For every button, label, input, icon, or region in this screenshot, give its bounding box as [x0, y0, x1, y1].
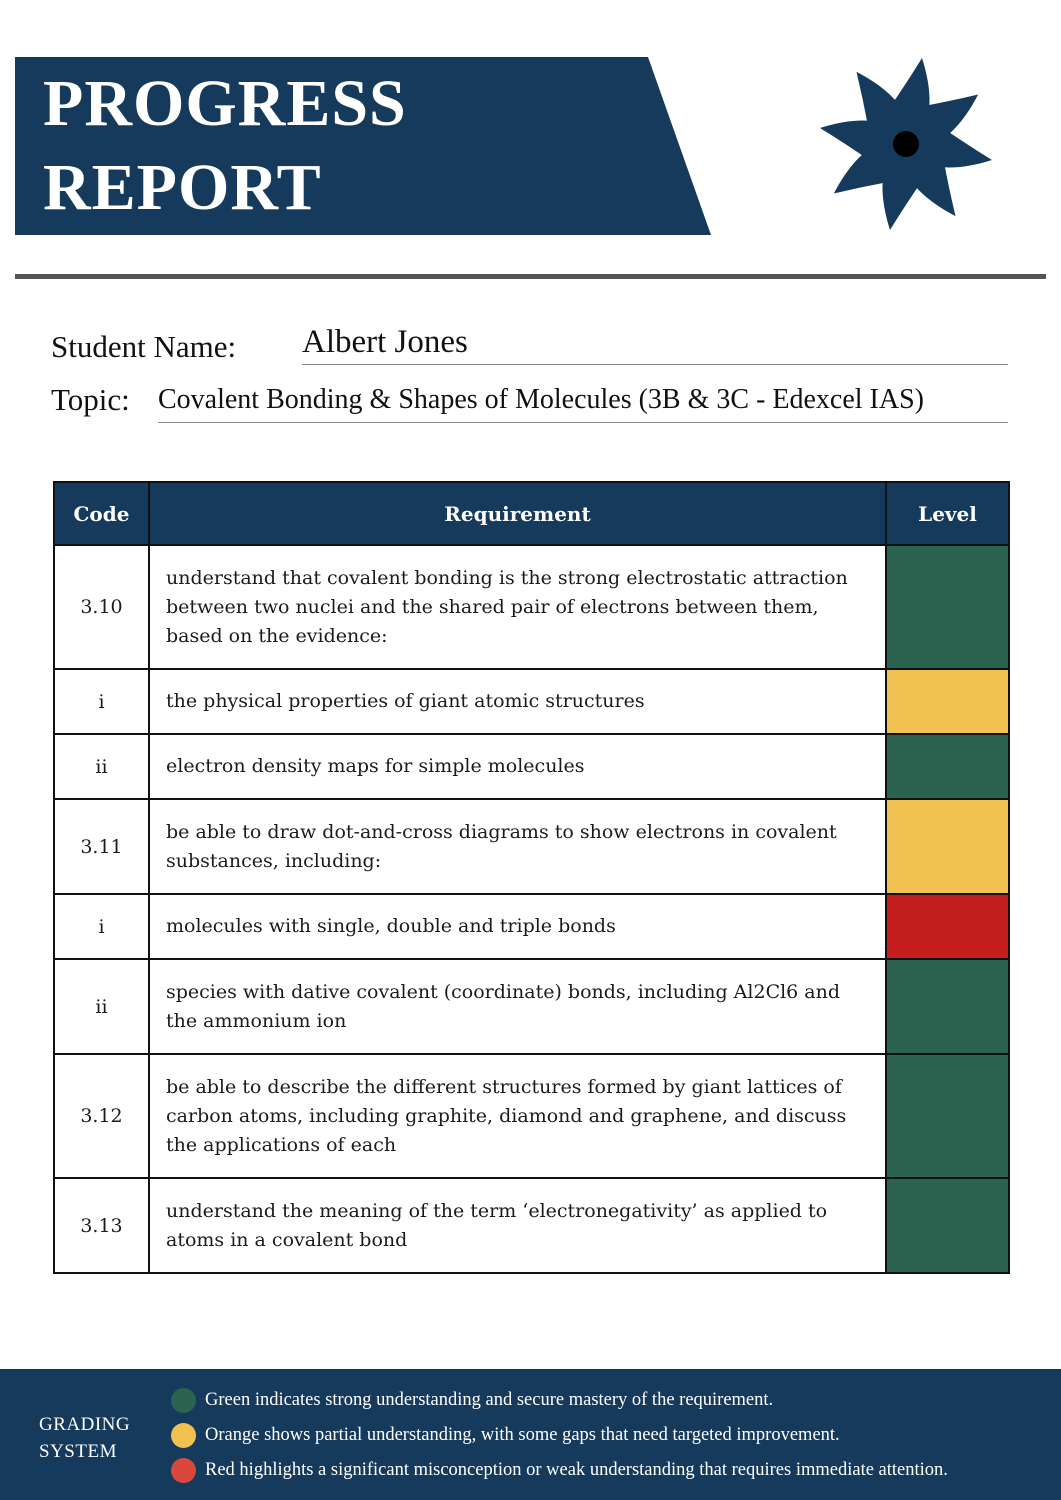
level-indicator-green	[886, 545, 1009, 669]
orange-dot-icon	[171, 1423, 196, 1448]
level-indicator-green	[886, 959, 1009, 1054]
pinwheel-logo-icon	[818, 56, 994, 232]
topic-value: Covalent Bonding & Shapes of Molecules (3B & 3C - Edexcel IAS)	[158, 382, 1008, 423]
legend-item-orange	[171, 1421, 840, 1449]
requirement-text: understand that covalent bonding is the strong electrostatic attraction between two nuclei and the shared pair of electrons between them, based on the evidence:	[149, 545, 886, 669]
requirement-text: understand the meaning of the term ‘electronegativity’ as applied to atoms in a covalent bond	[149, 1178, 886, 1273]
green-dot-icon	[171, 1388, 196, 1413]
header-divider	[15, 274, 1046, 279]
level-indicator-red	[886, 894, 1009, 959]
requirement-code: i	[54, 669, 149, 734]
legend-item-green	[171, 1386, 773, 1414]
table-row	[54, 799, 1009, 894]
title-line-1: PROGRESS	[43, 67, 407, 140]
requirement-code: 3.13	[54, 1178, 149, 1273]
legend-item-red	[171, 1456, 948, 1484]
legend-text-green: Green indicates strong understanding and secure mastery of the requirement.	[205, 1389, 774, 1410]
requirement-text: be able to draw dot-and-cross diagrams to show electrons in covalent substances, including:	[149, 799, 886, 894]
table-row	[54, 545, 1009, 669]
requirement-text: electron density maps for simple molecules	[149, 734, 886, 799]
table-row	[54, 1054, 1009, 1178]
grading-system-footer	[0, 1369, 1061, 1500]
level-indicator-green	[886, 734, 1009, 799]
student-name-label: Student Name:	[51, 329, 237, 364]
requirement-text: be able to describe the different structures formed by giant lattices of carbon atoms, including graphite, diamond and graphene, and discuss the applications of each	[149, 1054, 886, 1178]
topic-label: Topic:	[51, 382, 130, 417]
requirement-code: 3.12	[54, 1054, 149, 1178]
requirement-text: the physical properties of giant atomic structures	[149, 669, 886, 734]
level-indicator-green	[886, 1178, 1009, 1273]
red-dot-icon	[171, 1458, 196, 1483]
requirement-text: molecules with single, double and triple bonds	[149, 894, 886, 959]
code-column-header: Code	[54, 482, 149, 545]
student-name-value: Albert Jones	[302, 322, 1008, 365]
table-row	[54, 734, 1009, 799]
table-row	[54, 669, 1009, 734]
requirement-code: ii	[54, 959, 149, 1054]
legend-text-red: Red highlights a significant misconception or weak understanding that requires immediate attention.	[205, 1459, 948, 1480]
grading-title-line-2: SYSTEM	[39, 1441, 117, 1462]
grading-title-line-1: GRADING	[39, 1414, 131, 1435]
table-row	[54, 894, 1009, 959]
page-title	[43, 62, 407, 230]
requirement-code: 3.10	[54, 545, 149, 669]
table-row	[54, 1178, 1009, 1273]
grading-system-title	[39, 1411, 130, 1465]
requirements-table	[53, 481, 1010, 1274]
title-line-2: REPORT	[43, 151, 322, 224]
level-indicator-green	[886, 1054, 1009, 1178]
requirement-text: species with dative covalent (coordinate) bonds, including Al2Cl6 and the ammonium ion	[149, 959, 886, 1054]
table-header-row	[54, 482, 1009, 545]
level-column-header: Level	[886, 482, 1009, 545]
legend-text-orange: Orange shows partial understanding, with some gaps that need targeted improvement.	[205, 1424, 840, 1445]
table-row	[54, 959, 1009, 1054]
level-indicator-orange	[886, 799, 1009, 894]
requirement-code: i	[54, 894, 149, 959]
requirement-column-header: Requirement	[149, 482, 886, 545]
requirement-code: ii	[54, 734, 149, 799]
level-indicator-orange	[886, 669, 1009, 734]
requirement-code: 3.11	[54, 799, 149, 894]
